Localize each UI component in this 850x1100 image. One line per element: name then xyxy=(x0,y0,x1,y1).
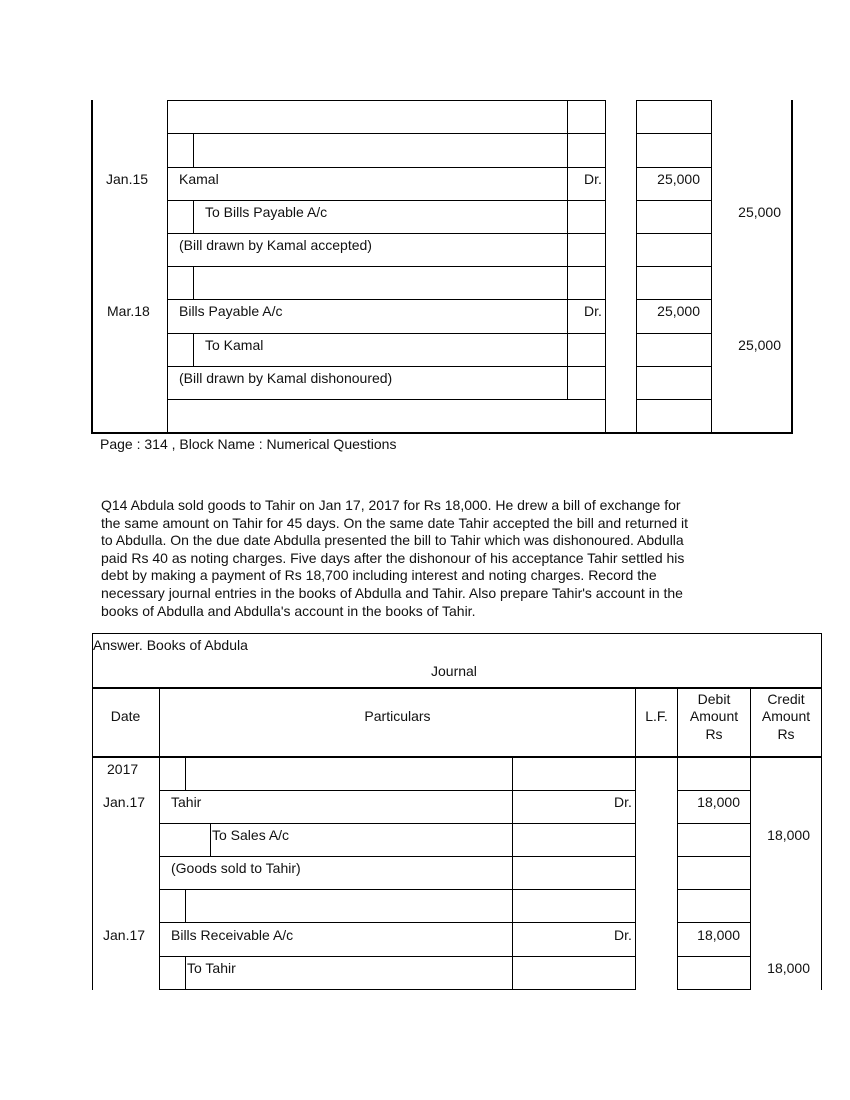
question-line: the same amount on Tahir for 45 days. On the same date Tahir accepted the bill and returned it xyxy=(101,514,689,531)
table-line xyxy=(167,366,606,367)
credit-amount: 25,000 xyxy=(738,204,781,220)
table-line xyxy=(92,756,822,758)
table-line xyxy=(167,266,606,267)
debit-amount: 25,000 xyxy=(657,303,700,319)
table-line xyxy=(678,989,751,990)
table-line xyxy=(167,399,606,400)
table-line xyxy=(167,133,606,134)
table-line xyxy=(167,299,606,300)
question-line: necessary journal entries in the books of Abdulla and Tahir. Also prepare Tahir's account in the xyxy=(101,584,683,601)
credit-amount: 18,000 xyxy=(767,827,810,843)
table-line xyxy=(636,133,712,134)
table-line xyxy=(636,200,712,201)
entry-particulars: Tahir xyxy=(171,794,202,810)
table-line xyxy=(167,333,606,334)
table-line xyxy=(636,333,712,334)
table-border xyxy=(91,100,93,433)
question-line: to Abdulla. On the due date Abdulla presented the bill to Tahir which was dishonoured. Abdulla xyxy=(101,532,684,549)
header-particulars: Particulars xyxy=(364,708,431,724)
table-line xyxy=(160,956,636,957)
entry-date: Jan.17 xyxy=(103,794,146,810)
credit-amount: 25,000 xyxy=(738,337,781,353)
table-line xyxy=(636,233,712,234)
table-line xyxy=(160,889,636,890)
dr-label: Dr. xyxy=(584,303,602,319)
credit-amount: 18,000 xyxy=(767,960,810,976)
entry-particulars: Bills Receivable A/c xyxy=(171,927,294,943)
question-text xyxy=(101,497,751,620)
entry-particulars: To Sales A/c xyxy=(212,827,290,843)
answer-label: Answer. Books of Abdula xyxy=(93,637,248,653)
entry-particulars: To Kamal xyxy=(205,337,264,353)
table-border xyxy=(791,100,793,433)
table-line xyxy=(167,233,606,234)
table-line xyxy=(678,922,751,923)
entry-date: Jan.17 xyxy=(103,927,146,943)
header-credit: Rs xyxy=(777,726,795,742)
table-line xyxy=(678,856,751,857)
table-line xyxy=(160,989,636,990)
table-line xyxy=(193,333,194,367)
table-line xyxy=(193,266,194,300)
table-line xyxy=(160,823,636,824)
entry-particulars: To Tahir xyxy=(187,960,236,976)
debit-amount: 18,000 xyxy=(697,794,740,810)
table-line xyxy=(167,167,606,168)
table-line xyxy=(160,790,636,791)
entry-date: Mar.18 xyxy=(107,303,150,319)
table-line xyxy=(92,687,822,689)
entry-particulars: Kamal xyxy=(179,171,219,187)
table-line xyxy=(635,687,636,990)
header-credit: Amount xyxy=(761,708,811,724)
dr-label: Dr. xyxy=(614,927,632,943)
table-line xyxy=(193,200,194,234)
question-line: paid Rs 40 as noting charges. Five days after the dishonour of his acceptance Tahir settled his xyxy=(101,549,685,566)
entry-date: Jan.15 xyxy=(106,171,149,187)
table-line xyxy=(636,366,712,367)
table-line xyxy=(167,100,606,101)
question-line: Q14 Abdula sold goods to Tahir on Jan 17, 2017 for Rs 18,000. He drew a bill of exchange for xyxy=(101,497,681,513)
table-line xyxy=(159,687,160,990)
entry-narration: (Bill drawn by Kamal dishonoured) xyxy=(179,370,393,386)
table-line xyxy=(678,956,751,957)
dr-label: Dr. xyxy=(584,171,602,187)
header-lf: L.F. xyxy=(645,708,668,724)
table-line xyxy=(636,266,712,267)
header-debit: Rs xyxy=(705,726,723,742)
entry-narration: (Goods sold to Tahir) xyxy=(171,860,301,876)
header-date: Date xyxy=(110,708,141,724)
entry-particulars: Bills Payable A/c xyxy=(179,303,283,319)
debit-amount: 25,000 xyxy=(657,171,700,187)
table-line xyxy=(193,133,194,167)
table-line xyxy=(210,823,211,856)
table-line xyxy=(678,790,751,791)
journal-title: Journal xyxy=(431,663,477,679)
entry-narration: (Bill drawn by Kamal accepted) xyxy=(179,237,372,253)
table-border xyxy=(91,432,793,434)
table-line xyxy=(636,399,712,400)
table-line xyxy=(636,100,712,101)
table-line xyxy=(185,956,186,990)
table-line xyxy=(636,167,712,168)
table-line xyxy=(167,200,606,201)
entry-particulars: To Bills Payable A/c xyxy=(205,204,328,220)
question-line: books of Abdulla and Abdulla's account in the books of Tahir. xyxy=(101,602,476,619)
table-line xyxy=(185,757,186,790)
question-line: debt by making a payment of Rs 18,700 including interest and noting charges. Record the xyxy=(101,567,657,584)
table-border xyxy=(92,633,822,634)
header-debit: Debit xyxy=(697,691,731,707)
page-footer: Page : 314 , Block Name : Numerical Questions xyxy=(100,436,397,452)
header-credit: Credit xyxy=(767,691,805,707)
dr-label: Dr. xyxy=(614,794,632,810)
table-line xyxy=(678,889,751,890)
table-line xyxy=(185,889,186,923)
year-label: 2017 xyxy=(107,761,139,777)
debit-amount: 18,000 xyxy=(697,927,740,943)
table-line xyxy=(567,100,568,400)
table-line xyxy=(636,299,712,300)
table-line xyxy=(160,856,636,857)
table-line xyxy=(678,823,751,824)
table-line xyxy=(160,922,636,923)
header-debit: Amount xyxy=(689,708,739,724)
